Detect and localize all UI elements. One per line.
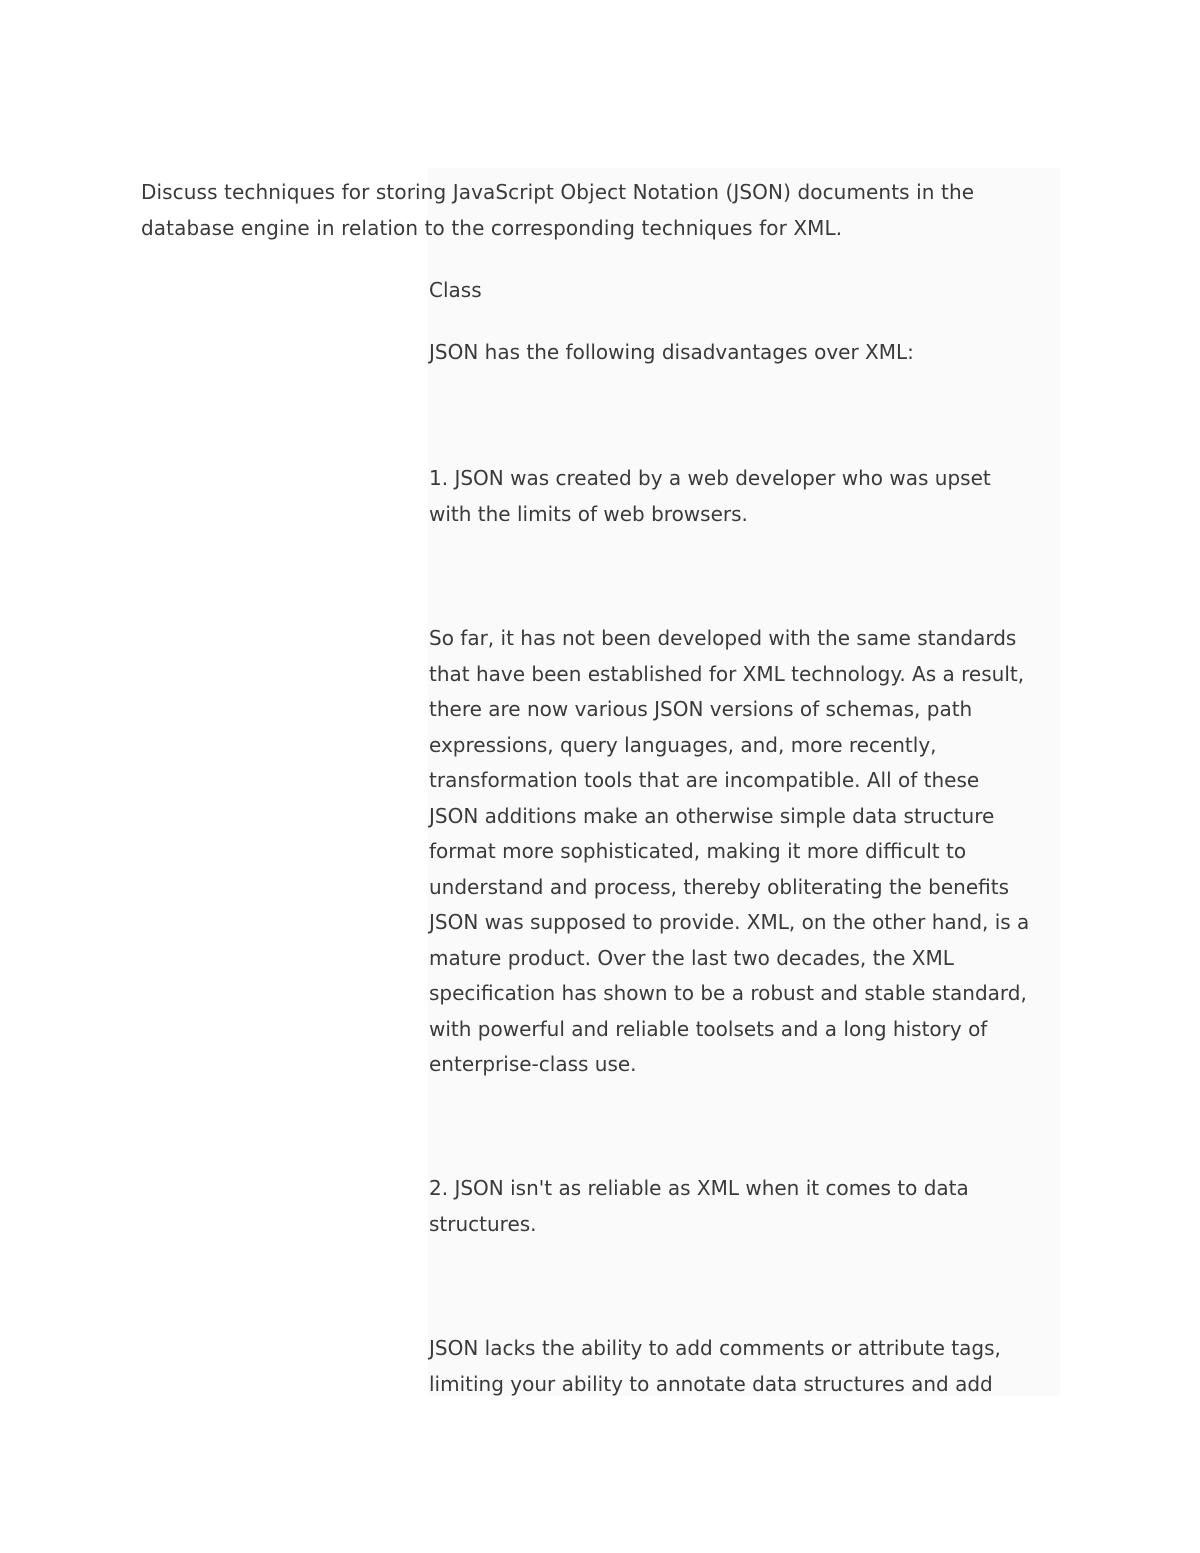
paragraph-line: understand and process, thereby obliterating the benefits <box>429 874 1009 899</box>
paragraph-line: with the limits of web browsers. <box>429 501 748 526</box>
question-line: Discuss techniques for storing JavaScript Object Notation (JSON) documents in the <box>141 180 975 204</box>
paragraph-line: transformation tools that are incompatible. All of these <box>429 768 980 792</box>
paragraph-line: JSON was supposed to provide. XML, on the other hand, is a <box>429 910 1030 934</box>
class-label: Class <box>429 278 482 302</box>
point-1-heading <box>429 461 991 532</box>
paragraph-line: with powerful and reliable toolsets and a long history of <box>429 1016 988 1041</box>
paragraph-line: enterprise-class use. <box>429 1052 637 1076</box>
paragraph-line: that have been established for XML technology. As a result, <box>429 661 1025 686</box>
paragraph-line: 1. JSON was created by a web developer who was upset <box>429 466 991 490</box>
paragraph-line: structures. <box>429 1211 537 1236</box>
paragraph-line: mature product. Over the last two decades, the XML <box>429 945 954 970</box>
paragraph-line: format more sophisticated, making it more difficult to <box>429 839 967 863</box>
point-2-heading <box>429 1171 969 1242</box>
paragraph-line: specification has shown to be a robust and stable standard, <box>429 981 1027 1005</box>
paragraph-line: limiting your ability to annotate data structures and add <box>429 1371 993 1396</box>
paragraph-line: JSON additions make an otherwise simple data structure <box>429 803 995 828</box>
paragraph-line: expressions, query languages, and, more recently, <box>429 732 937 757</box>
question-line: database engine in relation to the corresponding techniques for XML. <box>141 216 843 240</box>
point-1-body <box>429 621 1029 1083</box>
paragraph-line: JSON lacks the ability to add comments or attribute tags, <box>429 1336 1001 1360</box>
paragraph-line: 2. JSON isn't as reliable as XML when it comes to data <box>429 1176 969 1200</box>
point-2-body <box>429 1331 1001 1402</box>
paragraph-line: there are now various JSON versions of schemas, path <box>429 697 973 721</box>
intro-text: JSON has the following disadvantages over XML: <box>429 340 914 364</box>
question-text <box>141 174 1041 246</box>
paragraph-line: So far, it has not been developed with the same standards <box>429 626 1017 650</box>
